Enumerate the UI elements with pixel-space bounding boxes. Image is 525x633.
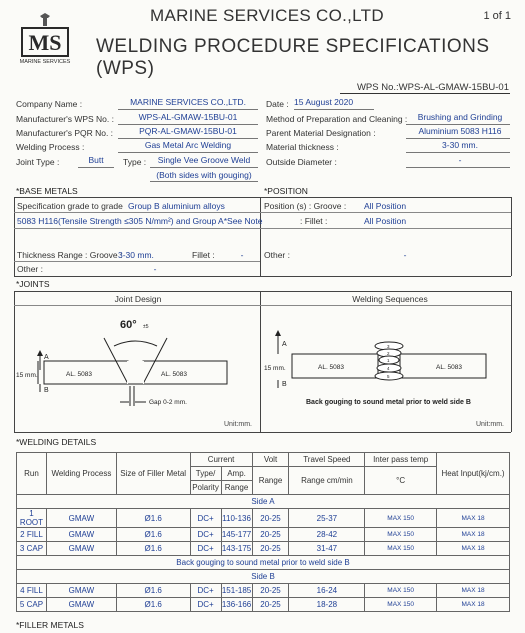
position-groove-value: All Position [364,201,407,211]
fillet-label: Fillet : [192,250,215,260]
header-heat: Heat Input(kj/cm.) [437,453,510,495]
other-label: Other : [17,264,43,274]
side-a-row: Side A [17,495,510,509]
bevel-angle-tolerance: ±5 [143,324,149,330]
date-value: 15 August 2020 [294,97,354,107]
company-name-label: Company Name : [16,99,83,109]
table-cell: Ø1.6 [116,598,190,612]
table-cell: MAX 18 [437,542,510,556]
svg-text:MS: MS [28,30,62,55]
prep-label: Method of Preparation and Cleaning : [266,114,408,124]
header-amp: Amp. [221,467,252,481]
seq-plate-left: AL. 5083 [318,364,345,371]
parent-value: Aluminium 5083 H116 [418,126,502,136]
seq-plate-right: AL. 5083 [436,364,463,371]
table-cell: 20-25 [252,509,289,528]
table-cell: 136-166 [221,598,252,612]
table-cell: MAX 150 [365,542,437,556]
filler-metals-title: *FILLER METALS [16,620,84,630]
table-row [17,509,510,528]
mfr-wps-label: Manufacturer's WPS No. : [16,114,114,124]
table-cell: 145-177 [221,528,252,542]
welding-details-title: *WELDING DETAILS [16,437,97,447]
joint-type-label: Joint Type : [16,157,60,167]
table-cell: GMAW [46,584,116,598]
process-label: Welding Process : [16,142,85,152]
plate-left-label: AL. 5083 [66,371,93,378]
table-cell: MAX 150 [365,509,437,528]
table-cell: 20-25 [252,528,289,542]
bead-number: 1 [387,358,390,363]
table-cell: 16-24 [289,584,365,598]
bead-number: 2 [387,351,390,356]
header-volt: Volt [252,453,289,467]
table-cell: 25-37 [289,509,365,528]
header-filler: Size of Filler Metal [116,453,190,495]
side-b-label: B [44,387,49,394]
table-cell: MAX 150 [365,528,437,542]
thickness-range-value: 3-30 mm. [118,250,154,260]
table-cell: DC+ [190,528,221,542]
thickness-value: 3-30 mm. [442,140,478,150]
position-title: *POSITION [264,186,308,196]
seq-thickness-label: 15 mm. [264,365,286,372]
seq-unit-label: Unit:mm. [476,421,504,428]
table-row [17,542,510,556]
table-cell: 20-25 [252,542,289,556]
joint-unit-label: Unit:mm. [224,421,252,428]
table-cell: 151-185 [221,584,252,598]
joints-title: *JOINTS [16,279,50,289]
table-cell: 20-25 [252,598,289,612]
table-cell: 5 CAP [17,598,47,612]
date-label: Date : [266,99,289,109]
thickness-label: Material thickness : [266,142,339,152]
table-cell: 31-47 [289,542,365,556]
table-cell: MAX 150 [365,598,437,612]
seq-side-a: A [282,341,287,348]
gap-label: Gap 0-2 mm. [149,399,187,406]
table-row [17,584,510,598]
wps-number: WPS No.:WPS-AL-GMAW-15BU-01 [356,82,509,93]
table-cell: MAX 18 [437,598,510,612]
table-cell: Ø1.6 [116,542,190,556]
table-cell: DC+ [190,584,221,598]
thickness-dim-label: 15 mm. [16,372,38,379]
company-name-value: MARINE SERVICES CO.,LTD. [130,97,246,107]
header-speed: Travel Speed [289,453,365,467]
bevel-angle-label: 60° [120,319,137,331]
spec-label: Specification grade to grade [17,201,123,211]
table-row [17,598,510,612]
side-b-row: Side B [17,570,510,584]
table-cell: MAX 18 [437,584,510,598]
position-fillet-value: All Position [364,216,407,226]
side-a-label: A [44,354,49,361]
bead-number: 4 [387,366,390,371]
welding-details-table [16,452,510,612]
table-cell: DC+ [190,598,221,612]
table-cell: DC+ [190,509,221,528]
type-label: Type : [123,157,147,167]
joint-design-diagram [16,308,258,430]
type-value: Single Vee Groove Weld [157,155,251,165]
header-run: Run [17,453,47,495]
bead-number: 3 [387,344,390,349]
table-cell: 18-28 [289,598,365,612]
header-speed-range: Range cm/min [289,467,365,495]
table-cell: GMAW [46,528,116,542]
plate-right-label: AL. 5083 [161,371,188,378]
table-cell: 4 FILL [17,584,47,598]
header-type: Type/ [190,467,221,481]
table-cell: GMAW [46,542,116,556]
position-other-label: Other : [264,250,290,260]
back-gouging-note: Back gouging to sound metal prior to weld side B [306,399,471,406]
document-title: WELDING PROCEDURE SPECIFICATIONS (WPS) [96,36,490,79]
mfr-pqr-label: Manufacturer's PQR No. : [16,128,114,138]
table-cell: DC+ [190,542,221,556]
company-logo [18,12,72,70]
header-current: Current [190,453,252,467]
joint-type-value: Butt [88,155,104,165]
bead-number: 5 [387,374,390,379]
header-interpass: Inter pass temp [365,453,437,467]
od-value: - [458,155,462,165]
table-cell: Ø1.6 [116,528,190,542]
table-cell: 20-25 [252,584,289,598]
od-label: Outside Diameter : [266,157,337,167]
header-amp-range: Range [221,481,252,495]
table-cell: 3 CAP [17,542,47,556]
parent-label: Parent Material Designation : [266,128,376,138]
header-process: Welding Process [46,453,116,495]
table-cell: MAX 150 [365,584,437,598]
base-metals-title: *BASE METALS [16,186,78,196]
joint-design-title: Joint Design [114,294,162,304]
process-value: Gas Metal Arc Welding [144,140,232,150]
thickness-range-label: Thickness Range : Groove : [17,250,123,260]
table-cell: GMAW [46,598,116,612]
mfr-pqr-value: PQR-AL-GMAW-15BU-01 [139,126,237,136]
table-cell: 2 FILL [17,528,47,542]
welding-sequence-diagram [262,308,510,430]
table-cell: 110-136 [221,509,252,528]
logo-text: MARINE SERVICES [19,59,71,65]
position-other-value: - [403,250,407,260]
header-volt-range: Range [252,467,289,495]
other-value: - [153,264,157,274]
table-cell: Ø1.6 [116,509,190,528]
welding-sequences-title: Welding Sequences [352,294,428,304]
table-cell: Ø1.6 [116,584,190,598]
header-interpass-unit: °C [365,467,437,495]
mfr-wps-value: WPS-AL-GMAW-15BU-01 [138,112,238,122]
company-title: MARINE SERVICES CO.,LTD [150,6,384,25]
fillet-value: - [240,250,244,260]
table-cell: MAX 18 [437,528,510,542]
type-value-2: (Both sides with gouging) [156,170,252,180]
prep-value: Brushing and Grinding [417,112,503,122]
table-cell: 1 ROOT [17,509,47,528]
header-polarity: Polarity [190,481,221,495]
table-cell: MAX 18 [437,509,510,528]
spec-value-2: 5083 H116(Tensile Strength ≤305 N/mm²) and Group A*See Note [17,216,263,226]
page-number: 1 of 1 [483,10,511,22]
position-fillet-label: : Fillet : [300,216,328,226]
position-groove-label: Position (s) : Groove : [264,201,347,211]
spec-value: Group B aluminium alloys [128,201,225,211]
table-row [17,528,510,542]
seq-side-b: B [282,381,287,388]
table-cell: GMAW [46,509,116,528]
table-cell: 143-175 [221,542,252,556]
table-cell: 28-42 [289,528,365,542]
back-gouging-row: Back gouging to sound metal prior to weld side B [17,556,510,570]
